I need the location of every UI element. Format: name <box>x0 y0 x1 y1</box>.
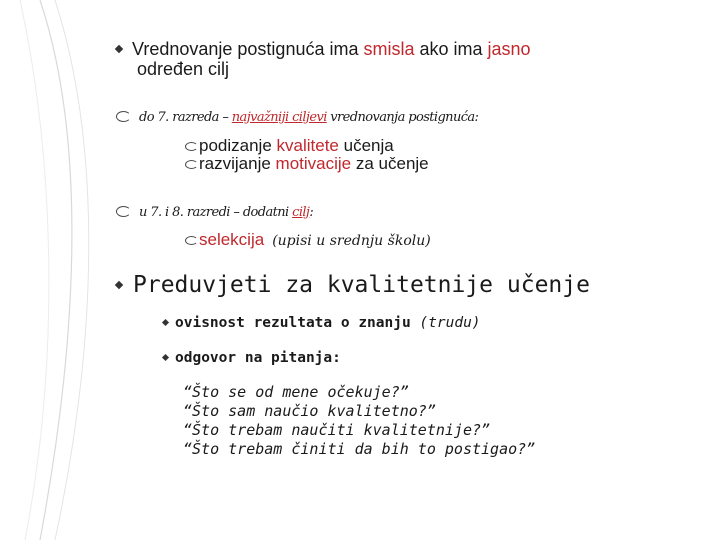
sub-item-2: razvijanje motivacije za učenje <box>185 155 429 173</box>
sub-item-5: odgovor na pitanja: <box>163 349 341 367</box>
bullet-1-line-2: određen cilj <box>137 59 230 79</box>
question-line: “Što se od mene očekuje?” <box>183 383 409 401</box>
sub-item-3: selekcija (upisi u srednju školu) <box>185 230 431 251</box>
question-line: “Što sam naučio kvalitetno?” <box>183 402 436 420</box>
decorative-curves <box>0 0 110 540</box>
bullet-diamond-icon <box>162 354 169 361</box>
bullet-1: Vrednovanje postignuća ima smisla ako ima jasno <box>116 39 531 59</box>
bullet-swirl-icon <box>116 206 131 217</box>
bullet-3: u 7. i 8. razredi – dodatni cilj: <box>116 205 313 220</box>
sub-swirl-icon <box>185 236 198 245</box>
sub-item-1: podizanje kvalitete učenja <box>185 137 394 155</box>
sub-swirl-icon <box>185 142 198 151</box>
bullet-diamond-icon <box>162 319 169 326</box>
bullet-diamond-icon <box>115 281 123 289</box>
bullet-diamond-icon <box>115 45 123 53</box>
sub-swirl-icon <box>185 160 198 169</box>
bullet-swirl-icon <box>116 111 131 122</box>
bullet-4: Preduvjeti za kvalitetnije učenje <box>116 272 590 298</box>
sub-item-4: ovisnost rezultata o znanju (trudu) <box>163 314 481 332</box>
question-line: “Što trebam naučiti kvalitetnije?” <box>183 421 491 439</box>
bullet-2: do 7. razreda – najvažniji ciljevi vrednovanja postignuća: <box>116 110 478 125</box>
questions-block <box>183 383 535 459</box>
question-line: “Što trebam činiti da bih to postigao?” <box>183 440 536 458</box>
